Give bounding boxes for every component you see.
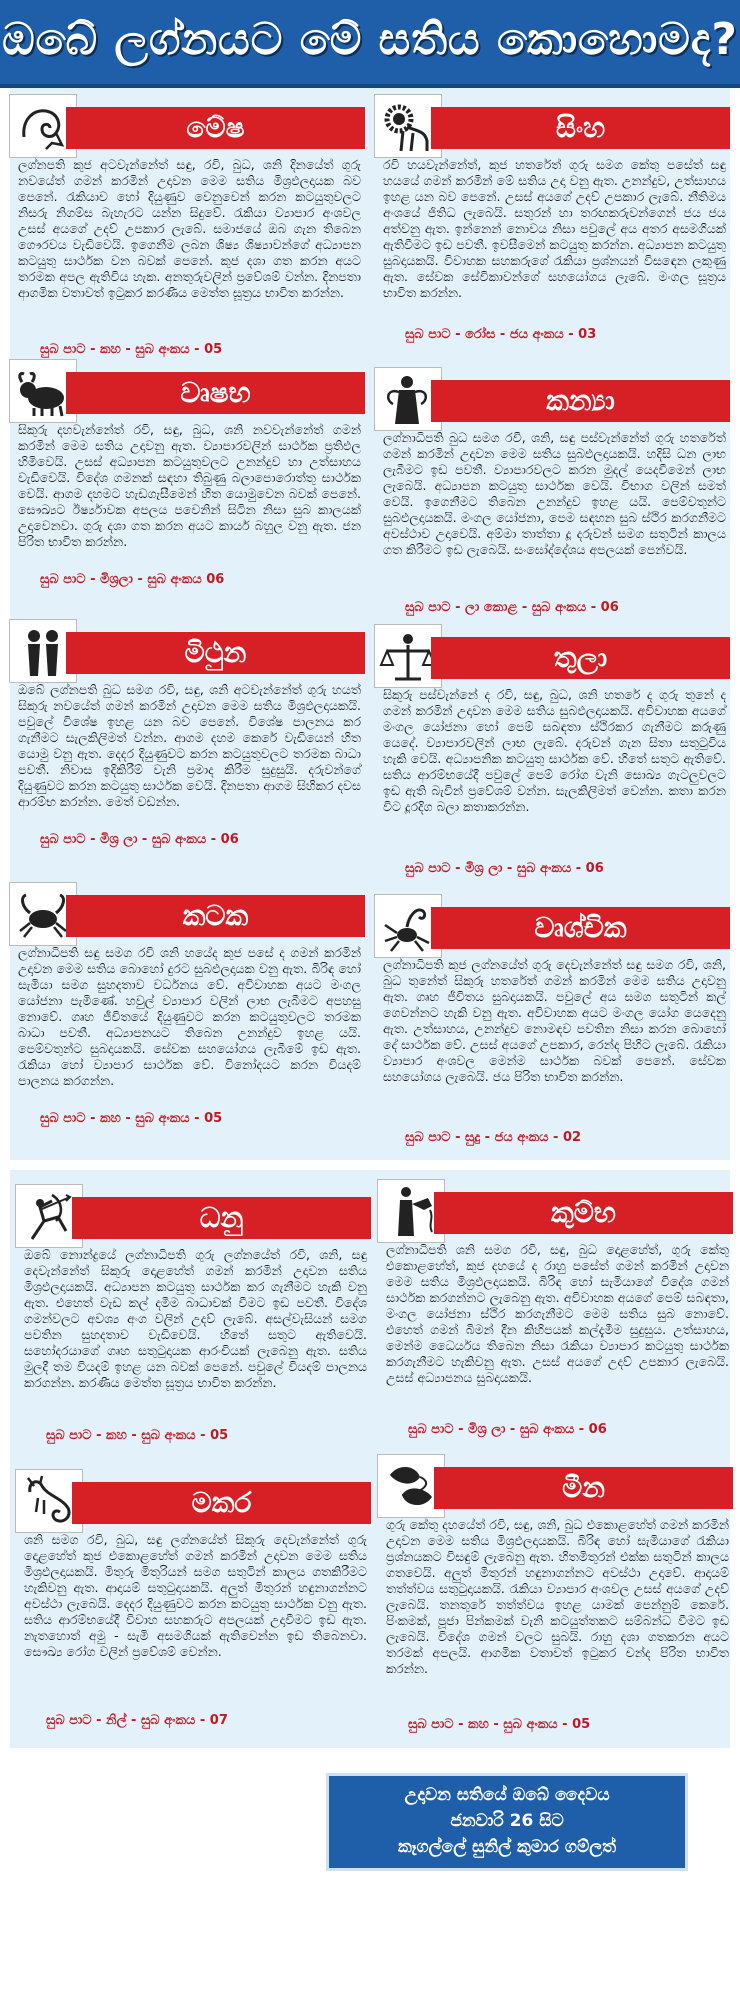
lucky-info: සුබ පාට - කහ - සුබ අංකය - 05	[408, 1717, 591, 1732]
forecast-text: ලග්නාධිපති ශනි සමග රවි, සඳු, බුධ දොළහේත්, ගුරු කේතු එකොළහේත්, කුජ දහයේ ද රාහු පසේත් ගමන් කරමින් උදාවන මෙම සතිය මිශ්‍රඵලදායකයි. බිරිඳ හෝ සැමියාගේ විදේශ ගමන් සාර්ථක කරගන්නට ලැබෙනු ඇත. අවිවාහක අයගේ පෙම් සබඳතා, මංගල යෝජනා ස්ථිර කරගැනීමට මෙම සතිය සුබ නොවේ. එහෙත් ගමන් බිමන් දීන කිහිපයක් කල්දැමීම සුදුසුය. උත්සාහය, මෙන්ම ධෛර්යය තිබෙන නිසා රැකියා ව්‍යාපාර කටයුතු සාර්ථක කරගැනීමට හැකිවනු ඇත. උසස් අයගේ උදව් උපකාර ලැබෙයි. උසස් අධ්‍යාපනය සුබදායකයි.	[386, 1242, 729, 1385]
forecast-text: රවි හයවැන්නේත්, කුජ හතරේත් ගුරු සමග කේතු පසේත් සඳු හයයේ ගමන් කරමින් මේ සතිය උදා වනු ඇත. උනන්දුව, උත්සාහය ඉහළ යන බව පෙනේ. උසස් අයගේ උදව් උපකාර ලැබේ. නීතිමය අංශයේ ජිතිධ ලැබෙයි. සතුරන් හා තරඟකරුවන්ගෙන් ජය ජය අත්වනු ඇත. ඉන්නෙන් නොවය නිසා පවුලේ අය අතර අසමගියක් ඇතිවීමට ඉඩ පවතී. ඉවසීමෙන් කටයුතු කරන්න. අධ්‍යාපන කටයුතු සුබදායකයි. විවාහක සහකරුගේ රැකියා ප්‍රශ්නයන් විසඳෙන ලකුණු ඇත. සේවක සේවිකාවන්ගේ සහයෝගය ලැබේ. මංගල සූත්‍රය භාවිත කරන්න.	[383, 157, 726, 300]
lucky-info: සුබ පාට - සුදු - ජය අංකය - 02	[405, 1130, 582, 1145]
sign-card-mithuna	[10, 620, 365, 870]
forecast-text: සිකුරු පස්වැන්නේ ද රවි, සඳු, බුධ, ශනි හතරේ ද ගුරු තුනේ ද ගමන් කරමින් උදාවන මෙම සතිය සුබඵලදායකයි. අවිවාහක අයගේ මංගල යෝජනා හෝ පෙම් සබඳතා ස්ථිරකර ගැනීමට කරුණු යෙදේ. ව්‍යාපාරවලින් ලාභ ලැබේ. දරුවන් ගැන සිතා සතුටුවිය හැකි වෙයි. අධ්‍යාපනික කටයුතු සාර්ථක වේ. හිතේ සතුට ඇතිවේ. සතිය ආරම්භයේදී පවුලේ පෙම් රෝග වැනි සොඛ්‍ය ගැටලුවලට ඉඩ ඇති බැවින් ප්‍රවේශම් වන්න. සැලකිලිමත් වෙන්න. කතා කරන විට දූරදිග බලා කතාකරන්න.	[383, 687, 726, 814]
sign-name: මීන	[434, 1467, 733, 1509]
author-credit-box	[326, 1773, 688, 1871]
lucky-info: සුබ පාට - රෝස - ජය අංකය - 03	[405, 327, 597, 342]
sign-name: සිංහ	[431, 107, 730, 149]
lucky-info: සුබ පාට - කහ - සුබ අංකය - 05	[40, 342, 223, 357]
forecast-text: ලග්නපති කුජ අටවැන්නේත් සඳු, රවි, බුධ, ශනි දිනයේත් ගුරු නවයේත් ගමන් කරමින් උදාවන මෙම සතිය මිශ්‍රඵලදායක බව පෙනේ. රැකියාව හෝ දියුණුව වෙනුවෙන් කරන කටයුතුවලට නිසරු නිගම්ස බැහැරට යන්න සිදුවේ. රැකියා ව්‍යාපාර අංශවල උසස් අයගේ උදව් උපකාර ලැබේ. සමාජයේ ඔබ ගැන තිබෙන ගෞරවය වැඩිවෙයි. ඉගෙනීම ලබන ශිෂ්‍ය ශිෂ්‍යාවන්ගේ අධ්‍යාපන කටයුතු සාර්ථක වන බවක් පෙනේ. කුජ දශා ගත කරන අයට තරමක අපල ඇතිවිය හැක. අනතුරුවලින් ප්‍රවේශම් වන්න. දිනපතා ආගමික වතාවත් ඉටුකර කරණීය මෙත්ත සූත්‍රය භාවිත කරන්න.	[18, 157, 361, 300]
sign-card-sinha	[375, 95, 730, 355]
sign-card-makara	[16, 1470, 371, 1735]
credit-heading: උදාවන සතියේ ඔබේ දෛවය	[404, 1785, 610, 1805]
page-header	[0, 0, 740, 88]
sign-name: කුම්භ	[434, 1192, 733, 1234]
lucky-info: සුබ පාට - මිශ්‍ර ලා - සුබ අංකය - 06	[405, 861, 604, 876]
sign-card-vrushchika	[375, 895, 730, 1150]
sign-name: තුලා	[431, 637, 730, 679]
sign-name: මේෂ	[66, 107, 365, 149]
sign-name: කන්‍යා	[431, 380, 730, 422]
forecast-text: ලග්නාධිපති කුජ ලග්නයේත් ගුරු දෙවැන්නේත් සඳු සමග රවි, ශනි, බුධ තුනේත් සිකුරු හතරේත් ගමන් කරමින් මෙම සතිය උදාවනු ඇත. ගෘහ ජීවිතය සුබදායකයි. පවුලේ අය සමග සතුටින් කල් ගෙවන්නට හැකි වනු ඇත. අවිවාහක අයට මංගල යෝග යෙදෙනු ඇත. උත්සාහය, උනන්දුව නොමඳව පවතින නිසා කරන බොහෝ දේ සාර්ථක වේ. උසස් අයගේ උපකාර, රෙන්ද පිහිට ලැබේ. රැකියා ව්‍යාපාර අංශවල මෙන්ම සාර්ථක බවක් පෙනේ. සේවක සහයෝගය ලැබෙයි. ජය පිරිත භාවිත කරන්න.	[383, 957, 726, 1084]
sign-name: කටක	[66, 895, 365, 937]
forecast-text: ලග්නාධිපති සඳු සමග රවි ශනි හයේද කුජ පසේ ද ගමන් කරමින් උදාවන මෙම සතිය බොහෝ දුරට සුබඵලදායක වනු ඇත. බිරිඳ හෝ සැමියා සමග සුහදතාව වර්ධනය වේ. අවිවාහක අයට මංගල යෝජනා පැමිණේ. හවුල් ව්‍යාපාර වලින් ලාභ ලැබීමට අපහසු නොවේ. ගෘහ ජීවිතයේ දියුණුවට කරන කටයුතුවලට තරමක බාධා පවතී. අධ්‍යාපනයට තිබෙන උනන්දුව ඉහළ යයි. පෙම්වතුන්ට සුබදායකයි. සේවක සහයෝගය ලැබීමේ ඉඩ ඇත. රැකියා හෝ ව්‍යාපාර සාර්ථක වේ. විනෝදයට කරන විය‍දම් පාලනය කරගන්න.	[18, 945, 361, 1088]
sign-name: ධනු	[72, 1197, 371, 1239]
lucky-info: සුබ පාට - නිල් - සුබ අංකය - 07	[46, 1713, 228, 1728]
lucky-info: සුබ පාට - කහ - සුබ අංකය - 05	[40, 1111, 223, 1126]
sign-name: වෘෂභ	[66, 372, 365, 414]
sign-card-thula	[375, 625, 730, 880]
forecast-text: ශනි සමග රවි, බුධ, සඳු ලග්නයේත් සිකුරු දෙවැන්නේත් ගුරු දොළහේත් කුජ එකොළහේත් ගමන් කරමින් උදාවන මෙම සතිය මිශ්‍රඵලදායකයි. මිතුරු මිතුරියන් සමග සතුටින් කාලය ගතකිරීමට හැකිවනු ඇත. ආදායම් සතුටුදායකයි. අලුත් මිතුරන් හඳුනාගන්නට අවස්ථා ලැබෙයි. දෙදර දියුණුවට කරන කටයුතු සාර්ථක වනු ඇත. සතිය ආරම්භයේදී විවාහ සහකරුට අපලයක් උදාවීමට ඉඩ ඇත. නැතහොත් අමු - සැමි අසමගියක් ඇතිවෙන්න ඉඩ තිබෙනවා. සෞඛ්‍ය රෝග වලින් ප්‍රවේශම් වෙන්න.	[24, 1532, 367, 1659]
sign-card-meena	[378, 1455, 733, 1740]
forecast-text: ඔබේ ලග්නපති බුධ සමග රවි, සඳු, ශනි අටවැන්නේත් ගුරු හයත් සිකුරු නවයේත් ගමන් කරමින් උදාවන මෙම සතිය මිශ්‍රඵලදායකයි. පවුලේ විශේෂ ඉහළ යන බව පෙනේ. විශේෂ පාලනය කර ගැනීමට සැලකිලිමත් වන්න. ආගම දහම කෙරේ වැඩියෙන් හිත යොමු වනු ඇත. දෙදර දියුණුවට කරන කටයුතුවලට තරමක බාධා පවතී. නිවාස ඉදිකිරීම් වැනි ප්‍රමාද කිරීම සුදුසුයි. දරුවන්ගේ දියුණුවට කරන කටයුතු සාර්ථක වෙයි. දිනපතා ආගම සිහිකර දවස ආරම්භ කරන්න. මෙත් වඩන්න.	[18, 682, 361, 809]
sign-card-kumbha	[378, 1180, 733, 1450]
sign-card-mesha	[10, 95, 365, 365]
sign-name: වෘශ්චික	[431, 907, 730, 949]
sign-name: මකර	[72, 1482, 371, 1524]
sign-card-vrushabha	[10, 360, 365, 595]
forecast-text: ඔබේ නොන්ද්‍රයේ ලග්නාධිපති ගුරු ලග්නයේත් රවි, ශනි, සඳු දෙවැන්නේත් සිකුරු දොළහේත් ගමන් කරමින් උදාවන සතිය මිශ්‍රඵලදායකයි. අධ්‍යාපන කටයුතු සාර්ථක කර ගැනීමට හැකි වනු ඇත. එහෙත් වැඩ කල් දමීම බාධාවක් වීමට ඉඩ පවතී. විදේශ ගමන්වලට අවශ්‍ය අංග වලින් උදව් ලැබේ. අසල්වැසියන් සමග පවතින සුහදතාව වැඩිවෙයි. හිතේ සතුට ඇතිවෙයි. සහෝදරයාගේ ගෘහ සතුටුදායක ආරංචියක් ලැබෙනු ඇත. සතිය මුලදී තම විය‍දම් ඉහළ යන බවක් පෙනේ. පවුලේ විය‍දම් පාලනය කරගන්න. කරණීය මෙත්ත සූත්‍රය භාවිත කරන්න.	[24, 1247, 367, 1390]
forecast-text: ගුරු කේතු දහයේත් රවි, සඳු, ශනි, බුධ එකොළහේත් ගමන් කරමින් උදාවන මෙම සතිය මිශ්‍රඵලදායකයි. බිරිඳ හෝ සැමියාගේ රැකියා ප්‍රශ්නයකට විසඳුම් ලැබෙනු ඇත. හිතමිතුරන් එක්ක සතුටින් කාලය ගතවෙයි. අලුත් මිතුරන් හඳුනාගන්නට අවස්ථා උදාවේ. ආදායම් තත්ත්වය සතුටුදායකයි. රැකියා ව්‍යාපාර අංශවල උසස් අයගේ උදව් ලැබෙයි. තනතුරේ තත්ත්වය ඉහළ යාමක් පෙන්නුම් කෙරේ. පිංකමක්, පූජා පින්කමක් වැනි කටයුත්තකට සම්බන්ධ වීමට ඉඩ ලැබෙයි. විදේශ ගමන් වලට සුබයි. රාහු දශා ගතකරන අයට තරමක් අපලයි. ආගමික වතාවත් ඉටුකර චන්ද පිරිත භාවිත කරන්න.	[386, 1517, 729, 1676]
sign-name: මිථුන	[66, 632, 365, 674]
forecast-text: සිකුරු දහවැන්නේත් රවි, සඳු, බුධ, ශනි නවවැන්නේත් ගමන් කරමින් මෙම සතිය උදාවනු ඇත. ව්‍යාපාරවලින් සාර්ථක ප්‍රතිඵල හිමිවෙයි. උසස් අධ්‍යාපන කටයුතුවලට උනන්දුව හා උත්සාහය වැඩිවෙයි. විදේශ ගමනක් සඳහා තිබුණු බලාපොරොත්තු සාර්ථක වෙයි. ආගම දහමට හැඩගැසීමෙන් හිත යොමුවෙන බවක් පෙනේ. සෞඛ්‍යට ඊර්ෂ්‍යාවක අපලය පවෙනින් සිටින නිසා සුබ කාලයක් උදාවෙනවා. ගුරු දශා ගත කරන අයට කාර්ය බහුල වනු ඇත. ජන පිරිත භාවිත කරන්න.	[18, 422, 361, 549]
lucky-info: සුබ පාට - ලා කොළ - සුබ අංකය - 06	[405, 600, 619, 615]
lucky-info: සුබ පාට - මිශ්‍ර ලා - සුබ අංකය - 06	[408, 1422, 607, 1437]
credit-date: ජනවාරි 26 සිට	[450, 1811, 564, 1831]
page-title: ඔබේ ලග්නයට මේ සතිය කොහොමද?	[2, 14, 738, 65]
lucky-info: සුබ පාට - මිශ්‍රලා - සුබ අංකය 06	[40, 572, 225, 587]
credit-author: කෑගල්ලේ සුනිල් කුමාර ගම්ලත්	[397, 1837, 616, 1857]
sign-card-dhanu	[16, 1185, 371, 1450]
lucky-info: සුබ පාට - කහ - සුබ අංකය - 05	[46, 1428, 229, 1443]
sign-card-kanya	[375, 368, 730, 618]
lucky-info: සුබ පාට - මිශ්‍ර ලා - සුබ අංකය - 06	[40, 832, 239, 847]
forecast-text: ලග්නාධිපති බුධ සමග රවි, ශනි, සඳු පස්වැන්නේත් ගුරු හතරේත් ගමන් කරමින් උදාවන මෙම සතිය සුබඵලදායකයි. හදිසි ධන ලාභ ලැබීමට ඉඩ පවතී. ව්‍යාපාරවලට කරන මුදල් යෙදවීමෙන් ලාභ ලැබෙයි. අධ්‍යාපන කටයුතු සාර්ථක වෙයි. විභාග වලින් සමත් වෙයි. ඉගෙනීමට තිබෙන උනන්දුව ඉහළ යයි. පෙම්වතුන්ට සුබඵලදායකයි. මංගල යෝජනා, පෙම සඳහන සුබ ස්ථිර කරගනීමට අවස්ථාව උදාවෙයි. අම්මා තාත්තා දූ දරුවන් සමග සතුටින් කාලය ගත කිරීමට ඉඩ ලැබෙයි. සංඝෝද්දේශය අපලයක් පෙන්වයි.	[383, 430, 726, 557]
sign-card-kataka	[10, 883, 365, 1133]
